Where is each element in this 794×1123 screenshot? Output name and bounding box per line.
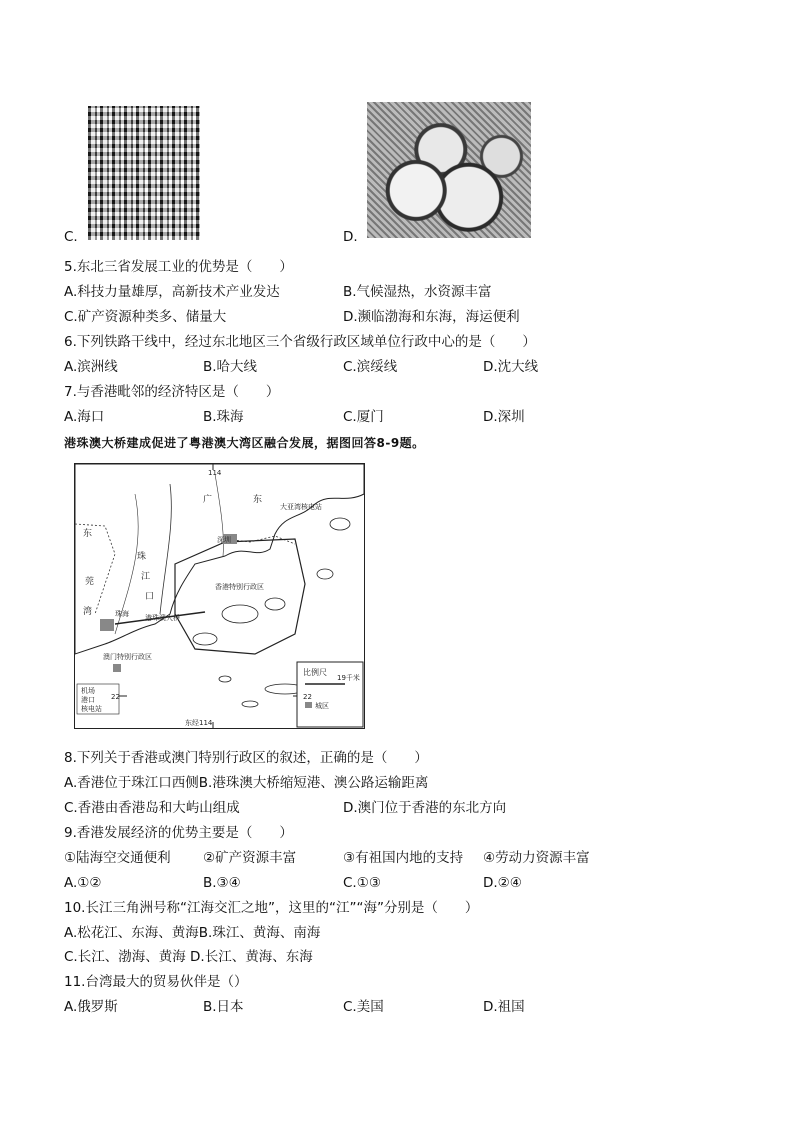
q7-option-b: B.珠海 bbox=[203, 409, 244, 425]
q9-option-d: D.②④ bbox=[483, 875, 522, 891]
q5-option-c: C.矿产资源种类多、储量大 bbox=[64, 309, 227, 325]
map-legend-urban: 城区 bbox=[315, 702, 329, 710]
q6-stem: 6.下列铁路干线中，经过东北地区三个省级行政区域单位行政中心的是（ ） bbox=[64, 334, 536, 350]
q8-option-d: D.澳门位于香港的东北方向 bbox=[343, 800, 507, 816]
map-legend-nuclear: 核电站 bbox=[81, 705, 102, 713]
q7-option-a: A.海口 bbox=[64, 409, 105, 425]
map-scale-value: 19千米 bbox=[337, 674, 360, 682]
pearl-river-delta-map bbox=[74, 463, 365, 729]
map-scale-title: 比例尺 bbox=[303, 668, 327, 677]
q10-option-cd: C.长江、渤海、黄海 D.长江、黄海、东海 bbox=[64, 949, 313, 965]
q9-statement-3: ③有祖国内地的支持 bbox=[343, 850, 464, 866]
map-lat-left: 22 bbox=[111, 693, 120, 701]
q5-option-a: A.科技力量雄厚，高新技术产业发达 bbox=[64, 284, 280, 300]
map-legend-airport: 机场 bbox=[81, 687, 95, 695]
map-label-pearl: 珠 bbox=[137, 552, 147, 562]
map-label-port: 大亚湾核电站 bbox=[280, 503, 322, 511]
q7-option-c: C.厦门 bbox=[343, 409, 384, 425]
q10-option-ab: A.松花江、东海、黄海B.珠江、黄海、南海 bbox=[64, 925, 321, 941]
q11-option-d: D.祖国 bbox=[483, 999, 525, 1015]
q8-option-ab: A.香港位于珠江口西侧B.港珠澳大桥缩短港、澳公路运输距离 bbox=[64, 775, 429, 791]
q11-option-b: B.日本 bbox=[203, 999, 244, 1015]
map-legend-port: 港口 bbox=[81, 696, 95, 704]
q9-option-c: C.①③ bbox=[343, 875, 381, 891]
map-lat-right: 22 bbox=[303, 693, 312, 701]
q9-stem: 9.香港发展经济的优势主要是（ ） bbox=[64, 825, 293, 841]
option-c-label: C. bbox=[64, 229, 78, 245]
map-label-bridge: 港珠澳大桥 bbox=[145, 614, 180, 622]
q5-option-b: B.气候湿热，水资源丰富 bbox=[343, 284, 492, 300]
map-label-hk: 香港特别行政区 bbox=[215, 583, 264, 591]
map-label-zhuhai: 珠海 bbox=[115, 610, 129, 618]
map-intro: 港珠澳大桥建成促进了粤港澳大湾区融合发展，据图回答8-9题。 bbox=[64, 436, 425, 450]
map-label-guang: 广 bbox=[203, 495, 213, 505]
map-top-meridian: 114 bbox=[208, 469, 222, 477]
q7-stem: 7.与香港毗邻的经济特区是（ ） bbox=[64, 384, 280, 400]
map-label-dong: 东 bbox=[253, 495, 263, 505]
q6-option-c: C.滨绥线 bbox=[343, 359, 398, 375]
q9-statement-1: ①陆海空交通便利 bbox=[64, 850, 171, 866]
map-label-wan: 湾 bbox=[83, 607, 93, 617]
q9-option-b: B.③④ bbox=[203, 875, 241, 891]
q8-option-c: C.香港由香港岛和大屿山组成 bbox=[64, 800, 240, 816]
q9-statement-2: ②矿产资源丰富 bbox=[203, 850, 297, 866]
map-bottom-meridian: 东经114 bbox=[185, 719, 213, 727]
map-label-jiang: 江 bbox=[141, 572, 151, 582]
option-d-label: D. bbox=[343, 229, 358, 245]
q9-option-a: A.①② bbox=[64, 875, 102, 891]
q6-option-d: D.沈大线 bbox=[483, 359, 539, 375]
q5-option-d: D.濒临渤海和东海，海运便利 bbox=[343, 309, 520, 325]
q10-stem: 10.长江三角洲号称“江海交汇之地”，这里的“江”“海”分别是（ ） bbox=[64, 900, 479, 916]
q7-option-d: D.深圳 bbox=[483, 409, 525, 425]
q11-option-c: C.美国 bbox=[343, 999, 384, 1015]
q5-stem: 5.东北三省发展工业的优势是（ ） bbox=[64, 259, 293, 275]
q6-option-a: A.滨洲线 bbox=[64, 359, 118, 375]
q8-stem: 8.下列关于香港或澳门特别行政区的叙述，正确的是（ ） bbox=[64, 750, 428, 766]
option-d-photo bbox=[367, 102, 531, 238]
q9-statement-4: ④劳动力资源丰富 bbox=[483, 850, 590, 866]
map-label-dong2: 东 bbox=[83, 529, 93, 539]
q11-stem: 11.台湾最大的贸易伙伴是（） bbox=[64, 974, 248, 990]
q11-option-a: A.俄罗斯 bbox=[64, 999, 118, 1015]
map-label-guan: 莞 bbox=[85, 577, 95, 587]
map-label-macau: 澳门特别行政区 bbox=[103, 653, 152, 661]
map-label-shenzhen: 深圳 bbox=[217, 536, 231, 544]
map-label-kou: 口 bbox=[145, 592, 155, 602]
q6-option-b: B.哈大线 bbox=[203, 359, 258, 375]
option-c-photo bbox=[88, 106, 200, 240]
